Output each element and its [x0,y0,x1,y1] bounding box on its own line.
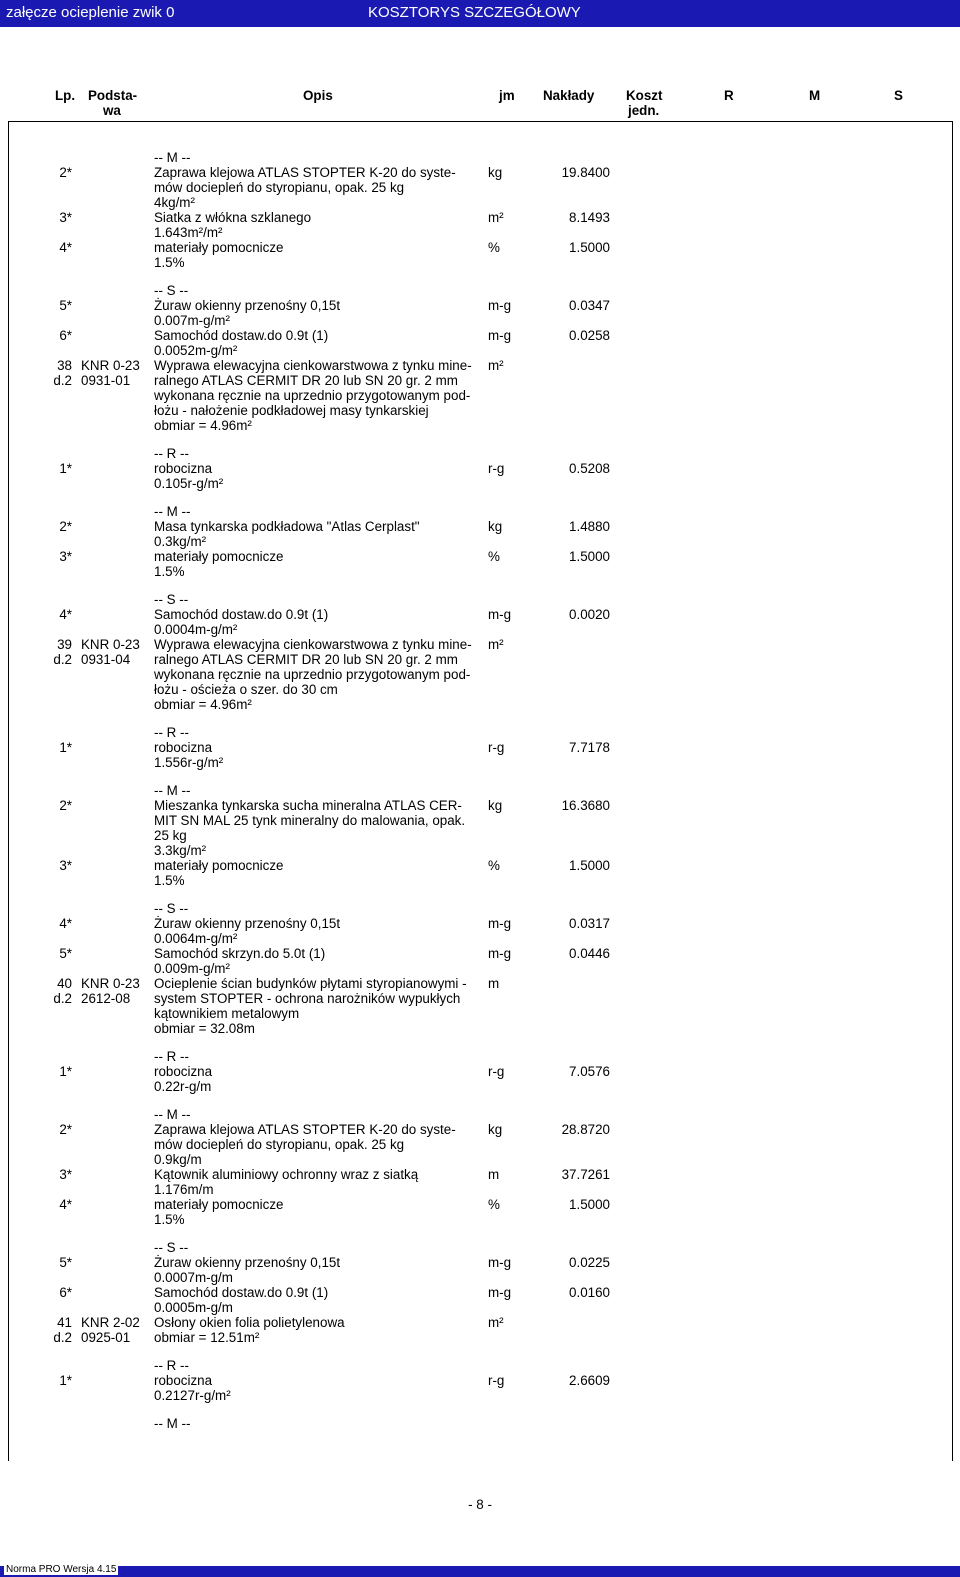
row-description: -- R -- [154,725,189,740]
row-lp: 40 [57,976,72,991]
row-description: 0.0064m-g/m² [154,931,238,946]
row-description: łożu - ościeża o szer. do 30 cm [154,682,338,697]
row-unit: m-g [488,946,512,961]
row-description: -- S -- [154,1240,189,1255]
row-quantity: 0.0317 [569,916,610,931]
row-description: Samochód skrzyn.do 5.0t (1) [154,946,326,961]
row-unit: kg [488,798,503,813]
row-basis: 0925-01 [81,1330,131,1345]
row-description: ralnego ATLAS CERMIT DR 20 lub SN 20 gr. 2 mm [154,373,458,388]
row-unit: % [488,858,500,873]
row-description: materiały pomocnicze [154,858,284,873]
row-description: Siatka z włókna szklanego [154,210,312,225]
row-description: Samochód dostaw.do 0.9t (1) [154,1285,329,1300]
row-description: system STOPTER - ochrona narożników wypukłych [154,991,461,1006]
row-description: Samochód dostaw.do 0.9t (1) [154,607,329,622]
row-quantity: 37.7261 [561,1167,610,1182]
row-quantity: 1.5000 [569,549,610,564]
row-unit: m-g [488,916,512,931]
row-quantity: 1.5000 [569,240,610,255]
row-description: 0.9kg/m [154,1152,202,1167]
row-description: -- M -- [154,504,191,519]
row-lp: 1* [59,740,72,755]
row-lp: d.2 [53,991,72,1006]
row-description: 1.5% [154,255,185,270]
row-description: 1.176m/m [154,1182,214,1197]
col-header-jm: jm [499,88,515,103]
row-description: Samochód dostaw.do 0.9t (1) [154,328,329,343]
row-lp: 1* [59,461,72,476]
col-header-koszt-2: jedn. [628,103,660,118]
col-header-podstawa-2: wa [103,103,121,118]
row-description: 0.0005m-g/m [154,1300,233,1315]
row-description: wykonana ręcznie na uprzednio przygotowanym pod- [154,388,471,403]
row-lp: 6* [59,1285,72,1300]
row-unit: % [488,1197,500,1212]
row-basis: KNR 0-23 [81,358,140,373]
row-description: Wyprawa elewacyjna cienkowarstwowa z tynku mine- [154,358,472,373]
row-description: 1.5% [154,564,185,579]
row-description: 3.3kg/m² [154,843,207,858]
row-quantity: 0.0020 [569,607,610,622]
report-type: KOSZTORYS SZCZEGÓŁOWY [368,4,581,21]
row-lp: 2* [59,165,72,180]
row-quantity: 1.4880 [569,519,610,534]
row-lp: 3* [59,1167,72,1182]
col-header-naklady: Nakłady [543,88,595,103]
row-description: materiały pomocnicze [154,1197,284,1212]
col-header-opis: Opis [303,88,333,103]
col-header-m: M [809,88,821,103]
row-description: obmiar = 32.08m [154,1021,255,1036]
row-description: 1.643m²/m² [154,225,223,240]
row-description: Żuraw okienny przenośny 0,15t [154,298,341,313]
table-right-border [952,121,953,1461]
row-lp: 6* [59,328,72,343]
row-lp: 39 [57,637,72,652]
row-unit: m-g [488,1255,512,1270]
row-description: obmiar = 4.96m² [154,697,252,712]
row-lp: d.2 [53,373,72,388]
row-lp: 3* [59,210,72,225]
row-description: 0.0052m-g/m² [154,343,238,358]
row-lp: 2* [59,1122,72,1137]
row-unit: r-g [488,1064,505,1079]
row-description: Żuraw okienny przenośny 0,15t [154,1255,341,1270]
row-basis: 0931-01 [81,373,131,388]
row-description: Mieszanka tynkarska sucha mineralna ATLAS CER- [154,798,462,813]
row-lp: 4* [59,916,72,931]
row-description: wykonana ręcznie na uprzednio przygotowanym pod- [154,667,471,682]
row-quantity: 28.8720 [561,1122,610,1137]
row-description: -- S -- [154,901,189,916]
row-lp: 2* [59,798,72,813]
row-description: 0.2127r-g/m² [154,1388,231,1403]
row-description: materiały pomocnicze [154,240,284,255]
row-lp: 4* [59,607,72,622]
footer-bar [0,1566,960,1577]
row-quantity: 0.0160 [569,1285,610,1300]
row-description: mów dociepleń do styropianu, opak. 25 kg [154,1137,405,1152]
row-description: materiały pomocnicze [154,549,284,564]
row-description: Żuraw okienny przenośny 0,15t [154,916,341,931]
row-description: 0.009m-g/m² [154,961,230,976]
row-lp: 5* [59,298,72,313]
row-lp: 3* [59,858,72,873]
row-description: 0.105r-g/m² [154,476,224,491]
row-unit: % [488,240,500,255]
row-basis: 2612-08 [81,991,131,1006]
row-basis: KNR 0-23 [81,637,140,652]
row-quantity: 0.0225 [569,1255,610,1270]
row-lp: 38 [57,358,72,373]
table-left-border [8,121,9,1461]
row-description: 0.0004m-g/m² [154,622,238,637]
row-description: 25 kg [154,828,187,843]
row-description: robocizna [154,1064,213,1079]
row-quantity: 0.5208 [569,461,610,476]
page-number: - 8 - [468,1497,492,1512]
row-description: -- R -- [154,1358,189,1373]
row-description: Zaprawa klejowa ATLAS STOPTER K-20 do syste- [154,1122,456,1137]
row-description: ralnego ATLAS CERMIT DR 20 lub SN 20 gr. 2 mm [154,652,458,667]
row-lp: d.2 [53,1330,72,1345]
row-quantity: 0.0446 [569,946,610,961]
row-quantity: 0.0347 [569,298,610,313]
row-description: 1.5% [154,873,185,888]
row-description: robocizna [154,461,213,476]
row-basis: KNR 2-02 [81,1315,140,1330]
row-quantity: 0.0258 [569,328,610,343]
row-unit: m² [488,358,504,373]
row-unit: r-g [488,461,505,476]
row-description: Osłony okien folia polietylenowa [154,1315,345,1330]
row-lp: 5* [59,1255,72,1270]
row-unit: kg [488,519,503,534]
document-title: załęcze ocieplenie zwik 0 [6,4,175,21]
row-description: Kątownik aluminiowy ochronny wraz z siatką [154,1167,419,1182]
row-description: mów dociepleń do styropianu, opak. 25 kg [154,180,405,195]
row-unit: kg [488,1122,503,1137]
row-unit: m-g [488,298,512,313]
row-unit: r-g [488,740,505,755]
row-quantity: 19.8400 [561,165,610,180]
header-rule [8,121,952,122]
col-header-koszt-1: Koszt [626,88,663,103]
row-unit: kg [488,165,503,180]
row-lp: 1* [59,1064,72,1079]
row-unit: m² [488,637,504,652]
row-quantity: 1.5000 [569,858,610,873]
row-description: robocizna [154,740,213,755]
row-lp: 5* [59,946,72,961]
row-quantity: 8.1493 [569,210,610,225]
col-header-lp: Lp. [55,88,76,103]
row-description: Zaprawa klejowa ATLAS STOPTER K-20 do syste- [154,165,456,180]
row-lp: 4* [59,240,72,255]
row-description: 0.007m-g/m² [154,313,230,328]
row-quantity: 1.5000 [569,1197,610,1212]
row-lp: 1* [59,1373,72,1388]
row-unit: m [488,976,500,991]
row-description: 1.556r-g/m² [154,755,224,770]
row-description: -- M -- [154,1107,191,1122]
row-description: 0.3kg/m² [154,534,207,549]
row-basis: 0931-04 [81,652,131,667]
row-unit: m-g [488,1285,512,1300]
row-description: kątownikiem metalowym [154,1006,300,1021]
row-description: obmiar = 12.51m² [154,1330,260,1345]
row-description: obmiar = 4.96m² [154,418,252,433]
row-quantity: 7.7178 [569,740,610,755]
row-description: Wyprawa elewacyjna cienkowarstwowa z tynku mine- [154,637,472,652]
row-unit: m [488,1167,500,1182]
row-description: -- S -- [154,592,189,607]
row-lp: 2* [59,519,72,534]
software-version: Norma PRO Wersja 4.15 [6,1564,117,1575]
row-unit: r-g [488,1373,505,1388]
row-basis: KNR 0-23 [81,976,140,991]
row-description: 0.22r-g/m [154,1079,212,1094]
row-unit: % [488,549,500,564]
row-description: -- M -- [154,1416,191,1431]
row-description: -- S -- [154,283,189,298]
row-description: MIT SN MAL 25 tynk mineralny do malowania, opak. [154,813,466,828]
row-description: robocizna [154,1373,213,1388]
document-header-bar [0,0,960,27]
row-lp: 3* [59,549,72,564]
row-unit: m-g [488,607,512,622]
col-header-s: S [894,88,903,103]
row-lp: 4* [59,1197,72,1212]
row-lp: d.2 [53,652,72,667]
row-unit: m-g [488,328,512,343]
row-quantity: 16.3680 [561,798,610,813]
row-lp: 41 [57,1315,72,1330]
row-unit: m² [488,1315,504,1330]
row-quantity: 2.6609 [569,1373,610,1388]
row-description: -- R -- [154,446,189,461]
row-description: 4kg/m² [154,195,195,210]
row-quantity: 7.0576 [569,1064,610,1079]
col-header-r: R [724,88,734,103]
row-description: 1.5% [154,1212,185,1227]
row-description: łożu - nałożenie podkładowej masy tynkarskiej [154,403,429,418]
row-description: Masa tynkarska podkładowa "Atlas Cerplast" [154,519,420,534]
row-unit: m² [488,210,504,225]
row-description: 0.0007m-g/m [154,1270,233,1285]
col-header-podstawa-1: Podsta- [88,88,138,103]
row-description: -- M -- [154,783,191,798]
row-description: -- M -- [154,150,191,165]
row-description: -- R -- [154,1049,189,1064]
row-description: Ocieplenie ścian budynków płytami styropianowymi - [154,976,467,991]
